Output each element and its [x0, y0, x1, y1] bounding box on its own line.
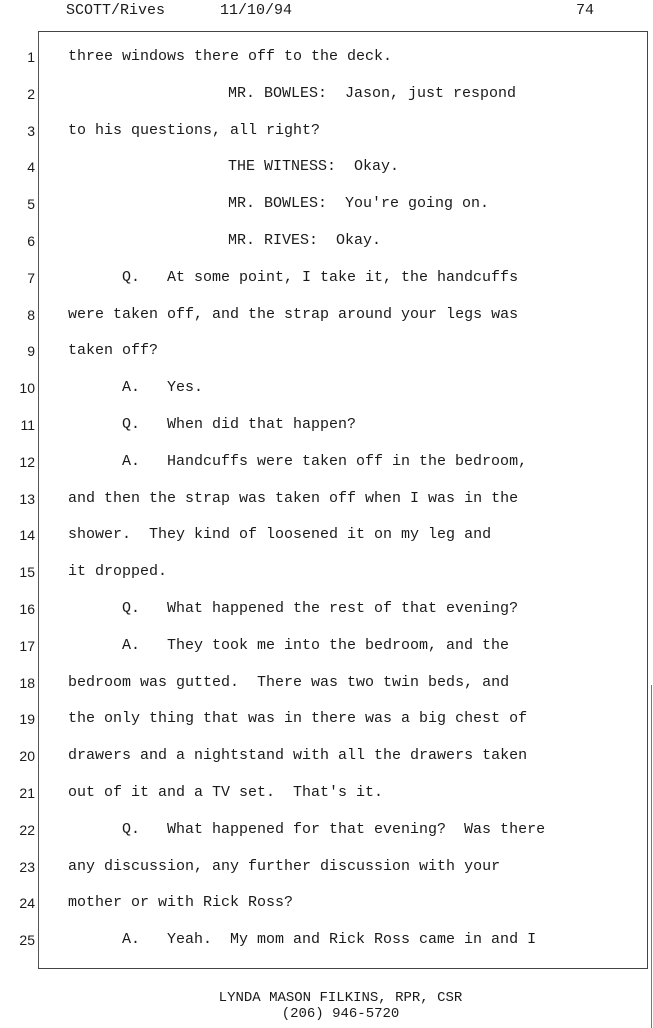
line-number: 11 [20, 417, 35, 433]
page-edge-rule [651, 685, 652, 1028]
line-number-margin-rule [38, 33, 39, 967]
line-number: 15 [19, 564, 35, 580]
line-number: 18 [19, 675, 35, 691]
transcript-line: the only thing that was in there was a big chest of [68, 710, 528, 727]
transcript-line: mother or with Rick Ross? [68, 894, 294, 911]
transcript-line: MR. BOWLES: Jason, just respond [228, 85, 517, 102]
transcript-line: shower. They kind of loosened it on my leg and [68, 526, 492, 543]
header-date: 11/10/94 [220, 2, 293, 19]
transcript-line: to his questions, all right? [68, 122, 321, 139]
line-number: 14 [19, 527, 35, 543]
transcript-line: A. Yes. [122, 379, 204, 396]
transcript-line: taken off? [68, 342, 159, 359]
transcript-line: Q. What happened the rest of that evening? [122, 600, 519, 617]
line-number: 17 [19, 638, 35, 654]
line-number: 20 [19, 748, 35, 764]
line-number: 8 [27, 307, 35, 323]
line-number: 21 [19, 785, 35, 801]
header-page-number: 74 [576, 2, 595, 19]
line-number: 9 [27, 343, 35, 359]
transcript-line: THE WITNESS: Okay. [228, 158, 400, 175]
transcript-line: A. Handcuffs were taken off in the bedroom, [122, 453, 528, 470]
transcript-line: any discussion, any further discussion with your [68, 858, 501, 875]
transcript-line: drawers and a nightstand with all the drawers taken [68, 747, 528, 764]
transcript-line: were taken off, and the strap around your legs was [68, 306, 519, 323]
transcript-line: Q. At some point, I take it, the handcuffs [122, 269, 519, 286]
line-number: 2 [27, 86, 35, 102]
line-number: 6 [27, 233, 35, 249]
line-number: 16 [19, 601, 35, 617]
transcript-line: Q. When did that happen? [122, 416, 357, 433]
transcript-line: Q. What happened for that evening? Was there [122, 821, 546, 838]
header-case-name: SCOTT/Rives [66, 2, 166, 19]
line-number: 24 [19, 895, 35, 911]
line-number: 5 [27, 196, 35, 212]
transcript-line: A. Yeah. My mom and Rick Ross came in and I [122, 931, 537, 948]
line-number: 7 [27, 270, 35, 286]
line-number: 3 [27, 123, 35, 139]
transcript-line: MR. BOWLES: You're going on. [228, 195, 490, 212]
footer-phone: (206) 946-5720 [281, 1006, 400, 1022]
transcript-line: MR. RIVES: Okay. [228, 232, 382, 249]
transcript-line: and then the strap was taken off when I was in the [68, 490, 519, 507]
transcript-line: A. They took me into the bedroom, and the [122, 637, 510, 654]
line-number: 23 [19, 859, 35, 875]
footer [0, 990, 653, 1022]
line-number: 10 [19, 380, 35, 396]
line-number: 12 [19, 454, 35, 470]
transcript-line: three windows there off to the deck. [68, 48, 393, 65]
transcript-line: it dropped. [68, 563, 168, 580]
footer-reporter: LYNDA MASON FILKINS, RPR, CSR [218, 990, 463, 1006]
line-number: 4 [27, 159, 35, 175]
transcript-line: out of it and a TV set. That's it. [68, 784, 384, 801]
line-number: 22 [19, 822, 35, 838]
line-number: 19 [19, 711, 35, 727]
line-number: 13 [19, 491, 35, 507]
transcript-line: bedroom was gutted. There was two twin beds, and [68, 674, 510, 691]
line-number: 1 [27, 49, 35, 65]
line-number: 25 [19, 932, 35, 948]
